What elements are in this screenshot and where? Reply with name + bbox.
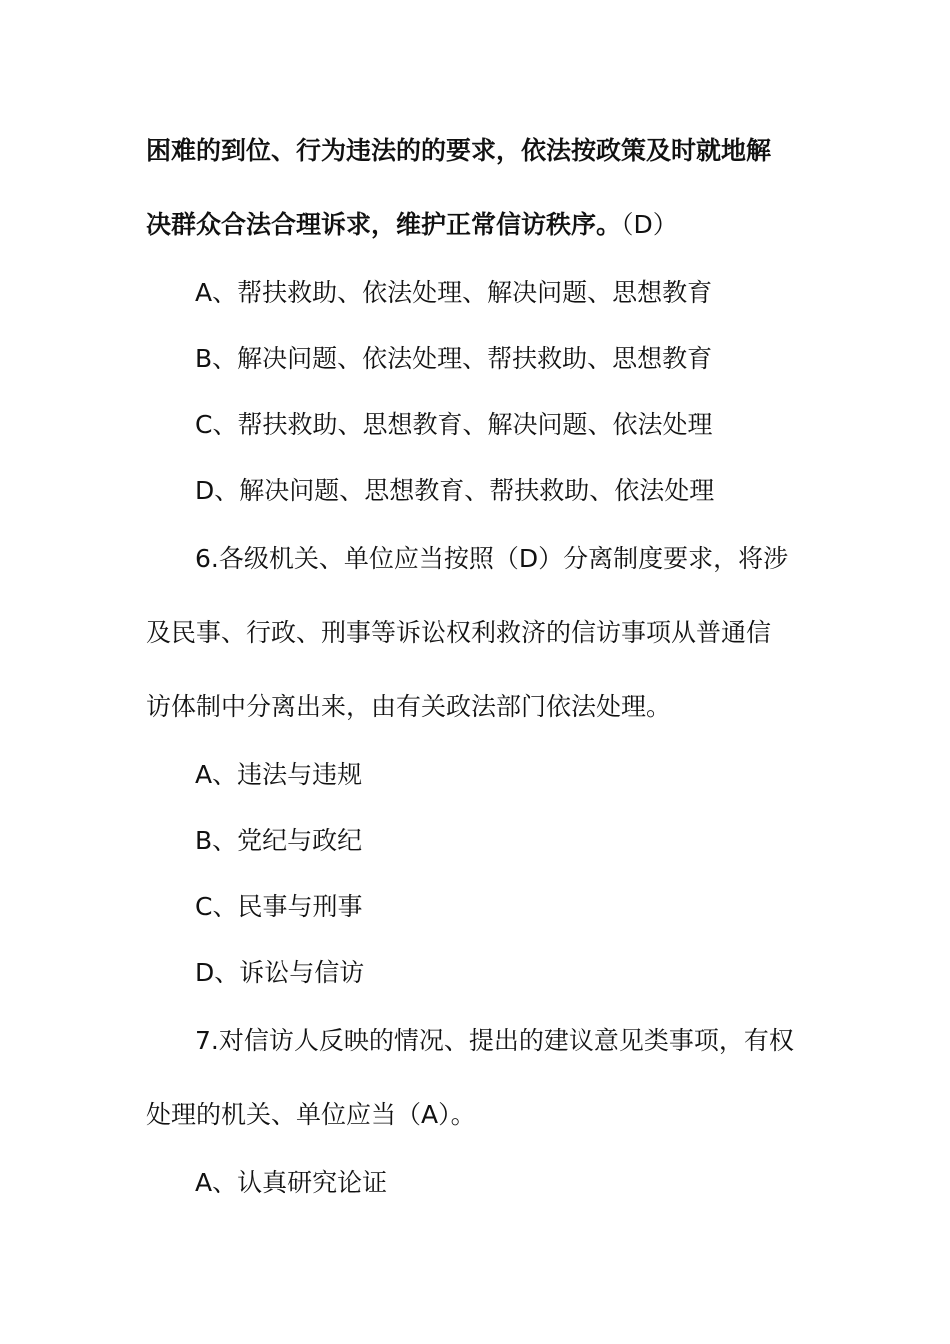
question5-stem-text: 决群众合法合理诉求，维护正常信访秩序。 [146, 210, 622, 239]
question5-stem-line2 [146, 208, 678, 242]
question5-option-a: A、帮扶救助、依法处理、解决问题、思想教育 [195, 278, 713, 307]
question7-stem-line1: 7.对信访人反映的情况、提出的建议意见类事项，有权 [195, 1026, 794, 1055]
question7-stem-line2: 处理的机关、单位应当（A）。 [146, 1100, 476, 1129]
question5-answer: （D） [621, 210, 678, 239]
question6-option-a: A、违法与违规 [195, 760, 363, 789]
question6-option-b: B、党纪与政纪 [195, 826, 363, 855]
question5-option-c: C、帮扶救助、思想教育、解决问题、依法处理 [195, 410, 713, 439]
question5-option-b: B、解决问题、依法处理、帮扶救助、思想教育 [195, 344, 713, 373]
question6-stem-line2: 及民事、行政、刑事等诉讼权利救济的信访事项从普通信 [146, 618, 772, 647]
question6-stem-line1: 6.各级机关、单位应当按照（D）分离制度要求，将涉 [195, 544, 789, 573]
question6-option-c: C、民事与刑事 [195, 892, 363, 921]
question6-option-d: D、诉讼与信访 [195, 958, 365, 987]
question7-option-a: A、认真研究论证 [195, 1168, 388, 1197]
question6-stem-line3: 访体制中分离出来，由有关政法部门依法处理。 [146, 692, 672, 721]
question5-stem-line1: 困难的到位、行为违法的的要求，依法按政策及时就地解 [146, 136, 772, 165]
question5-option-d: D、解决问题、思想教育、帮扶救助、依法处理 [195, 476, 715, 505]
